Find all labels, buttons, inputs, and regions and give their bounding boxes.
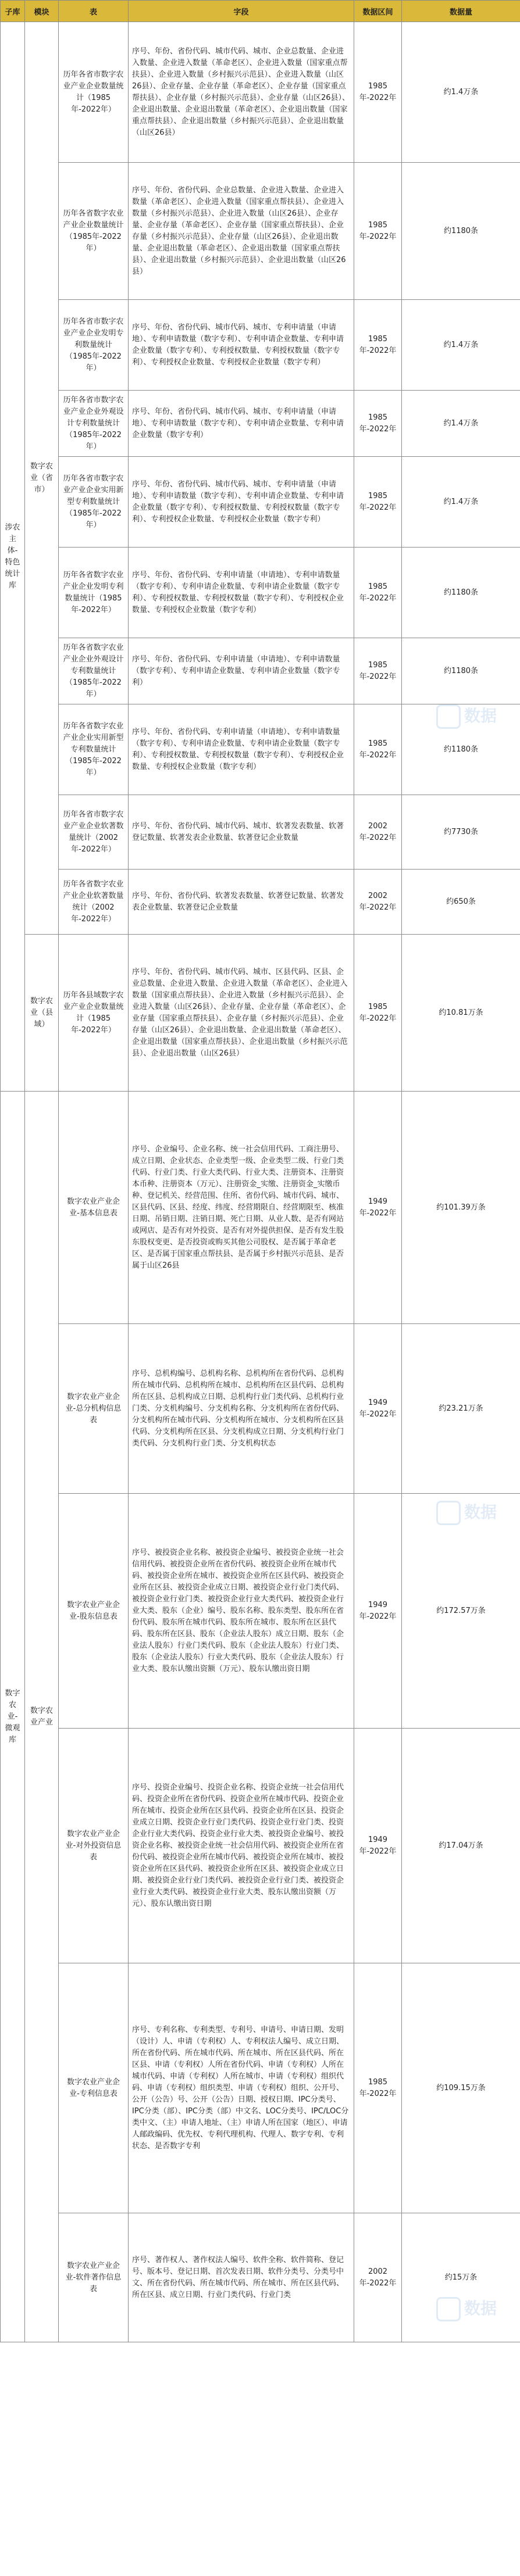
- range-cell: 1985年-2022年: [354, 391, 402, 457]
- table-row: [1, 1092, 520, 1324]
- sub-db-cell: 数字农业-微观库: [1, 1092, 25, 2342]
- range-cell: 2002年-2022年: [354, 2213, 402, 2342]
- range-cell: 1985年-2022年: [354, 638, 402, 704]
- header-fields: 字段: [129, 1, 354, 22]
- fields-cell: 序号、年份、省份代码、城市代码、城市、企业总数量、企业进入数量、企业进入数量（革命老区）、企业进入数量（国家重点帮扶县）、企业进入数量（乡村振兴示范县）、企业进入数量（山区26县）、企业存量、企业存量（革命老区）、企业存量（国家重点帮扶县）、企业存量（乡村振兴示范县）、企业存量（山区26县）、企业退出数量、企业退出数量（革命老区）、企业退出数量（国家重点帮扶县）、企业退出数量（乡村振兴示范县）、企业退出数量（山区26县）: [129, 22, 354, 163]
- range-cell: 1985年-2022年: [354, 300, 402, 391]
- range-cell: 1985年-2022年: [354, 163, 402, 300]
- range-cell: 1985年-2022年: [354, 457, 402, 548]
- table-name-cell: 数字农业产业企业-专利信息表: [59, 1963, 129, 2213]
- table-name-cell: 历年各省数字农业产业企业数量统计（1985年-2022年）: [59, 163, 129, 300]
- table-name-cell: 历年各省市数字农业产业企业数量统计（1985年-2022年）: [59, 22, 129, 163]
- table-name-cell: 历年各省数字农业产业企业实用新型专利数量统计（1985年-2022年）: [59, 704, 129, 795]
- table-name-cell: 数字农业产业企业-对外投资信息表: [59, 1729, 129, 1963]
- fields-cell: 序号、年份、省份代码、专利申请量（申请地）、专利申请数量（数字专利）、专利申请企业数量、专利申请企业数量（数字专利）、专利授权数量、专利授权数量（数字专利）、专利授权企业数量、专利授权企业数量（数字专利）: [129, 704, 354, 795]
- fields-cell: 序号、著作权人、著作权法人编号、软件全称、软件简称、登记号、版本号、登记日期、首次发表日期、软件分类号、分类号中文、所在省份代码、所在城市代码、所在城市、所在区县代码、所在区县、成立日期、行业门类代码、行业门类: [129, 2213, 354, 2342]
- fields-cell: 序号、专利名称、专利类型、专利号、申请号、申请日期、发明（设计）人、申请（专利权）人、专利权法人编号、成立日期、所在省份代码、所在城市代码、所在城市、所在区县代码、所在区县、申请（专利权）人所在省份代码、申请（专利权）人所在城市代码、申请（专利权）人所在城市、申请（专利权）组织代码、申请（专利权）组织类型、申请（专利权）组织、公开号、公开（公告）号、公开（公告）日期、授权日期、IPC分类号、IPC分类（部）、IPC分类（部）中文名、LOC分类号、IPC/LOC分类中文、（主）申请人地址、（主）申请人所在国家（地区）、申请人邮政编码、优先权、专利代理机构、代理人、数字专利、专利状态、是否数字专利: [129, 1963, 354, 2213]
- table-name-cell: 数字农业产业企业-软件著作信息表: [59, 2213, 129, 2342]
- fields-cell: 序号、年份、省份代码、专利申请量（申请地）、专利申请数量（数字专利）、专利申请企业数量、专利申请企业数量（数字专利）、专利授权数量、专利授权数量（数字专利）、专利授权企业数量、专利授权企业数量（数字专利）: [129, 548, 354, 638]
- fields-cell: 序号、年份、省份代码、城市代码、城市、专利申请量（申请地）、专利申请数量（数字专利）、专利申请企业数量、专利申请企业数量（数字专利）、专利授权数量、专利授权数量（数字专利）、专利授权企业数量、专利授权企业数量（数字专利）: [129, 300, 354, 391]
- table-row: [1, 163, 520, 300]
- table-row: [1, 548, 520, 638]
- count-cell: 约101.39万条: [402, 1092, 520, 1324]
- count-cell: 约1180条: [402, 163, 520, 300]
- module-cell: 数字农业（县域）: [25, 935, 59, 1092]
- range-cell: 1985年-2022年: [354, 935, 402, 1092]
- table-row: [1, 1963, 520, 2213]
- range-cell: 1949年-2022年: [354, 1324, 402, 1494]
- fields-cell: 序号、年份、省份代码、专利申请量（申请地）、专利申请数量（数字专利）、专利申请企业数量、专利申请企业数量（数字专利）: [129, 638, 354, 704]
- count-cell: 约1.4万条: [402, 300, 520, 391]
- header-range: 数据区间: [354, 1, 402, 22]
- table-name-cell: 历年各省数字农业产业企业发明专利数量统计（1985年-2022年）: [59, 548, 129, 638]
- range-cell: 1949年-2022年: [354, 1092, 402, 1324]
- watermark-logo: 数据: [436, 2296, 497, 2321]
- fields-cell: 序号、企业编号、企业名称、统一社会信用代码、工商注册号、成立日期、企业状态、企业类型一级、企业类型二级、行业门类代码、行业门类、行业大类代码、行业大类、注册资本、注册资本币种、注册资本（万元）、注册资金_实缴、注册资金_实缴币种、登记机关、经营范围、住所、省份代码、城市代码、城市、区县代码、区县、经度、纬度、经营期限自、经营期限至、核准日期、吊销日期、注销日期、死亡日期、从业人数、是否有网站或网店、是否有对外投资、是否有对外提供担保、是否有发生股东股权变更、是否投资或购买其他公司股权、是否属于革命老区、是否属于国家重点帮扶县、是否属于乡村振兴示范县、是否属于山区26县: [129, 1092, 354, 1324]
- table-row: [1, 1729, 520, 1963]
- range-cell: 2002年-2022年: [354, 795, 402, 870]
- table-row: [1, 1494, 520, 1729]
- table-row: [1, 638, 520, 704]
- table-name-cell: 历年各省市数字农业产业企业软著数量统计（2002年-2022年）: [59, 795, 129, 870]
- table-name-cell: 历年各省市数字农业产业企业外观设计专利数量统计（1985年-2022年）: [59, 391, 129, 457]
- table-name-cell: 历年各省数字农业产业企业外观设计专利数量统计（1985年-2022年）: [59, 638, 129, 704]
- count-cell: 约1180条: [402, 704, 520, 795]
- table-name-cell: 数字农业产业企业-基本信息表: [59, 1092, 129, 1324]
- fields-cell: 序号、投资企业编号、投资企业名称、投资企业统一社会信用代码、投资企业所在省份代码、投资企业所在城市代码、投资企业所在城市、投资企业所在区县代码、投资企业所在区县、投资企业成立日期、投资企业行业门类代码、投资企业行业门类、投资企业行业大类代码、投资企业行业大类、被投资企业编号、被投资企业名称、被投资企业统一社会信用代码、被投资企业所在省份代码、被投资企业所在城市代码、被投资企业所在城市、被投资企业所在区县代码、被投资企业所在区县、被投资企业成立日期、被投资企业行业门类代码、被投资企业行业门类、被投资企业行业大类代码、被投资企业行业大类、股东认缴出资额（万元）、股东认缴出资日期: [129, 1729, 354, 1963]
- table-row: [1, 457, 520, 548]
- range-cell: 1949年-2022年: [354, 1729, 402, 1963]
- watermark-logo: 数据: [436, 703, 497, 729]
- count-cell: 约172.57万条: [402, 1494, 520, 1729]
- table-row: [1, 22, 520, 163]
- table-row: [1, 704, 520, 795]
- range-cell: 1985年-2022年: [354, 704, 402, 795]
- module-cell: 数字农业产业: [25, 1092, 59, 2342]
- fields-cell: 序号、年份、省份代码、城市代码、城市、专利申请量（申请地）、专利申请数量（数字专利）、专利申请企业数量、专利申请企业数量（数字专利）、专利授权数量、专利授权数量（数字专利）、专利授权企业数量、专利授权企业数量（数字专利）: [129, 457, 354, 548]
- range-cell: 1985年-2022年: [354, 1963, 402, 2213]
- count-cell: 约1.4万条: [402, 22, 520, 163]
- fields-cell: 序号、被投资企业名称、被投资企业编号、被投资企业统一社会信用代码、被投资企业所在省份代码、被投资企业所在城市代码、被投资企业所在城市、被投资企业所在区县代码、被投资企业所在区县、被投资企业成立日期、被投资企业行业门类代码、被投资企业行业门类、被投资企业行业大类代码、被投资企业行业大类、股东（企业）编号、股东名称、股东类型、股东所在省份代码、股东所在城市代码、股东所在城市、股东所在区县代码、股东所在区县、股东（企业法人股东）成立日期、股东（企业法人股东）行业门类代码、股东（企业法人股东）行业门类、股东（企业法人股东）行业大类代码、股东（企业法人股东）行业大类、股东认缴出资额（万元）、股东认缴出资日期: [129, 1494, 354, 1729]
- table-row: [1, 300, 520, 391]
- module-cell: 数字农业（省市）: [25, 22, 59, 935]
- count-cell: 约15万条: [402, 2213, 520, 2342]
- fields-cell: 序号、年份、省份代码、城市代码、城市、专利申请量（申请地）、专利申请数量（数字专利）、专利申请企业数量、专利申请企业数量（数字专利）: [129, 391, 354, 457]
- fields-cell: 序号、总机构编号、总机构名称、总机构所在省份代码、总机构所在城市代码、总机构所在城市、总机构所在区县代码、总机构所在区县、总机构成立日期、总机构行业门类代码、总机构行业门类、分支机构编号、分支机构名称、分支机构所在省份代码、分支机构所在城市代码、分支机构所在城市、分支机构所在区县代码、分支机构所在区县、分支机构成立日期、分支机构行业门类代码、分支机构行业门类、分支机构状态: [129, 1324, 354, 1494]
- count-cell: 约7730条: [402, 795, 520, 870]
- range-cell: 1949年-2022年: [354, 1494, 402, 1729]
- watermark-logo: 数据: [436, 1500, 497, 1525]
- count-cell: 约1.4万条: [402, 391, 520, 457]
- sub-db-cell: 涉农主体-特色统计库: [1, 22, 25, 1092]
- fields-cell: 序号、年份、省份代码、企业总数量、企业进入数量、企业进入数量（革命老区）、企业进入数量（国家重点帮扶县）、企业进入数量（乡村振兴示范县）、企业进入数量（山区26县）、企业存量、企业存量（革命老区）、企业存量（国家重点帮扶县）、企业存量（乡村振兴示范县）、企业存量（山区26县）、企业退出数量、企业退出数量（革命老区）、企业退出数量（国家重点帮扶县）、企业退出数量（乡村振兴示范县）、企业退出数量（山区26县）: [129, 163, 354, 300]
- fields-cell: 序号、年份、省份代码、软著发表数量、软著登记数量、软著发表企业数量、软著登记企业数量: [129, 870, 354, 935]
- table-name-cell: 数字农业产业企业-股东信息表: [59, 1494, 129, 1729]
- fields-cell: 序号、年份、省份代码、城市代码、城市、区县代码、区县、企业总数量、企业进入数量、企业进入数量（革命老区）、企业进入数量（国家重点帮扶县）、企业进入数量（乡村振兴示范县）、企业进入数量（山区26县）、企业存量、企业存量（革命老区）、企业存量（国家重点帮扶县）、企业存量（乡村振兴示范县）、企业存量（山区26县）、企业退出数量、企业退出数量（革命老区）、企业退出数量（国家重点帮扶县）、企业退出数量（乡村振兴示范县）、企业退出数量（山区26县）: [129, 935, 354, 1092]
- range-cell: 1985年-2022年: [354, 22, 402, 163]
- count-cell: 约109.15万条: [402, 1963, 520, 2213]
- table-row: [1, 935, 520, 1092]
- table-name-cell: 历年各省市数字农业产业企业发明专利数量统计（1985年-2022年）: [59, 300, 129, 391]
- count-cell: 约1180条: [402, 638, 520, 704]
- table-row: [1, 1324, 520, 1494]
- table-name-cell: 历年各县域数字农业产业企业数量统计（1985年-2022年）: [59, 935, 129, 1092]
- header-sub-db: 子库: [1, 1, 25, 22]
- range-cell: 1985年-2022年: [354, 548, 402, 638]
- table-name-cell: 历年各省市数字农业产业企业实用新型专利数量统计（1985年-2022年）: [59, 457, 129, 548]
- table-row: [1, 2213, 520, 2342]
- count-cell: 约1180条: [402, 548, 520, 638]
- range-cell: 2002年-2022年: [354, 870, 402, 935]
- header-table: 表: [59, 1, 129, 22]
- count-cell: 约1.4万条: [402, 457, 520, 548]
- fields-cell: 序号、年份、省份代码、城市代码、城市、软著发表数量、软著登记数量、软著发表企业数量、软著登记企业数量: [129, 795, 354, 870]
- count-cell: 约10.81万条: [402, 935, 520, 1092]
- count-cell: 约23.21万条: [402, 1324, 520, 1494]
- table-row: [1, 391, 520, 457]
- count-cell: 约650条: [402, 870, 520, 935]
- header-count: 数据量: [402, 1, 520, 22]
- table-name-cell: 历年各省数字农业产业企业软著数量统计（2002年-2022年）: [59, 870, 129, 935]
- table-row: [1, 795, 520, 870]
- header-module: 模块: [25, 1, 59, 22]
- count-cell: 约17.04万条: [402, 1729, 520, 1963]
- table-row: [1, 870, 520, 935]
- table-name-cell: 数字农业产业企业-总分机构信息表: [59, 1324, 129, 1494]
- header-row: [1, 1, 520, 22]
